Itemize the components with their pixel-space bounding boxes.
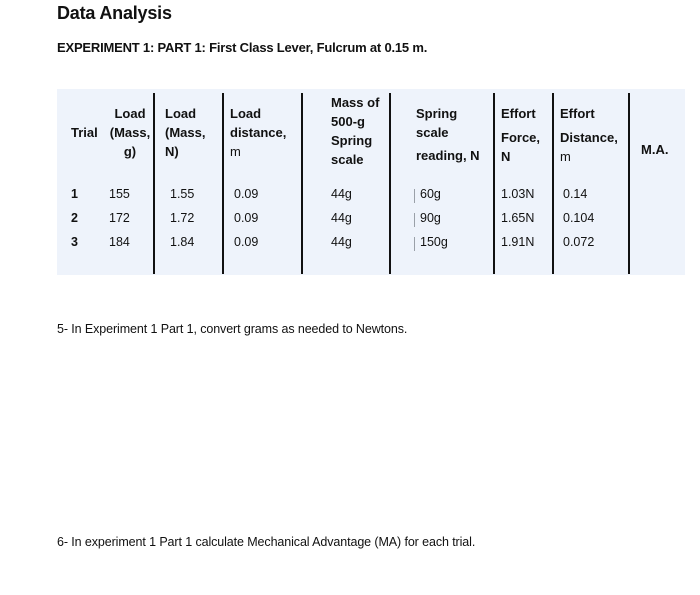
cell-load-mass-g: 184 <box>109 235 130 249</box>
cell-load-mass-n: 1.84 <box>170 235 195 249</box>
column-divider <box>552 93 554 274</box>
cell-load-mass-n: 1.55 <box>170 187 195 201</box>
cell-mass-spring-scale: 44g <box>331 187 352 201</box>
column-divider <box>628 93 630 274</box>
experiment-title: EXPERIMENT 1: PART 1: First Class Lever, Fulcrum at 0.15 m. <box>57 40 428 55</box>
cell-effort-force: 1.65N <box>501 211 535 225</box>
header-mass-spring-scale: Mass of 500-g Spring scale <box>331 95 380 167</box>
header-spring-reading: Spring scale reading, N <box>416 106 480 163</box>
cell-effort-force: 1.03N <box>501 187 535 201</box>
cell-mass-spring-scale: 44g <box>331 235 352 249</box>
cursor-mark <box>414 237 415 251</box>
cell-spring-reading: 60g <box>420 187 441 201</box>
question-5: 5- In Experiment 1 Part 1, convert grams as needed to Newtons. <box>57 322 408 336</box>
header-ma: M.A. <box>641 142 669 157</box>
cursor-mark <box>414 213 415 227</box>
cell-load-distance: 0.09 <box>234 187 259 201</box>
cell-load-mass-g: 155 <box>109 187 130 201</box>
data-table <box>57 89 685 275</box>
question-6: 6- In experiment 1 Part 1 calculate Mechanical Advantage (MA) for each trial. <box>57 535 476 549</box>
cell-effort-distance: 0.14 <box>563 187 588 201</box>
cell-trial: 1 <box>71 187 78 201</box>
cell-spring-reading: 90g <box>420 211 441 225</box>
cell-load-distance: 0.09 <box>234 211 259 225</box>
cell-load-distance: 0.09 <box>234 235 259 249</box>
cell-effort-distance: 0.072 <box>563 235 595 249</box>
cell-effort-distance: 0.104 <box>563 211 595 225</box>
column-divider <box>222 93 224 274</box>
header-effort-distance: Effort Distance, m <box>560 106 618 164</box>
cell-effort-force: 1.91N <box>501 235 535 249</box>
cell-spring-reading: 150g <box>420 235 448 249</box>
cell-mass-spring-scale: 44g <box>331 211 352 225</box>
header-trial: Trial <box>71 125 98 140</box>
cell-trial: 3 <box>71 235 78 249</box>
cell-load-mass-g: 172 <box>109 211 130 225</box>
header-load-distance: Load distance, m <box>230 106 287 159</box>
column-divider <box>301 93 303 274</box>
cell-trial: 2 <box>71 211 78 225</box>
header-effort-force: Effort Force, N <box>501 106 541 164</box>
header-load-mass-g: Load (Mass, g) <box>109 106 151 159</box>
column-divider <box>493 93 495 274</box>
cursor-mark <box>414 189 415 203</box>
header-load-mass-n: Load (Mass, N) <box>165 106 206 159</box>
column-divider <box>389 93 391 274</box>
cell-load-mass-n: 1.72 <box>170 211 195 225</box>
page-heading: Data Analysis <box>57 3 172 23</box>
